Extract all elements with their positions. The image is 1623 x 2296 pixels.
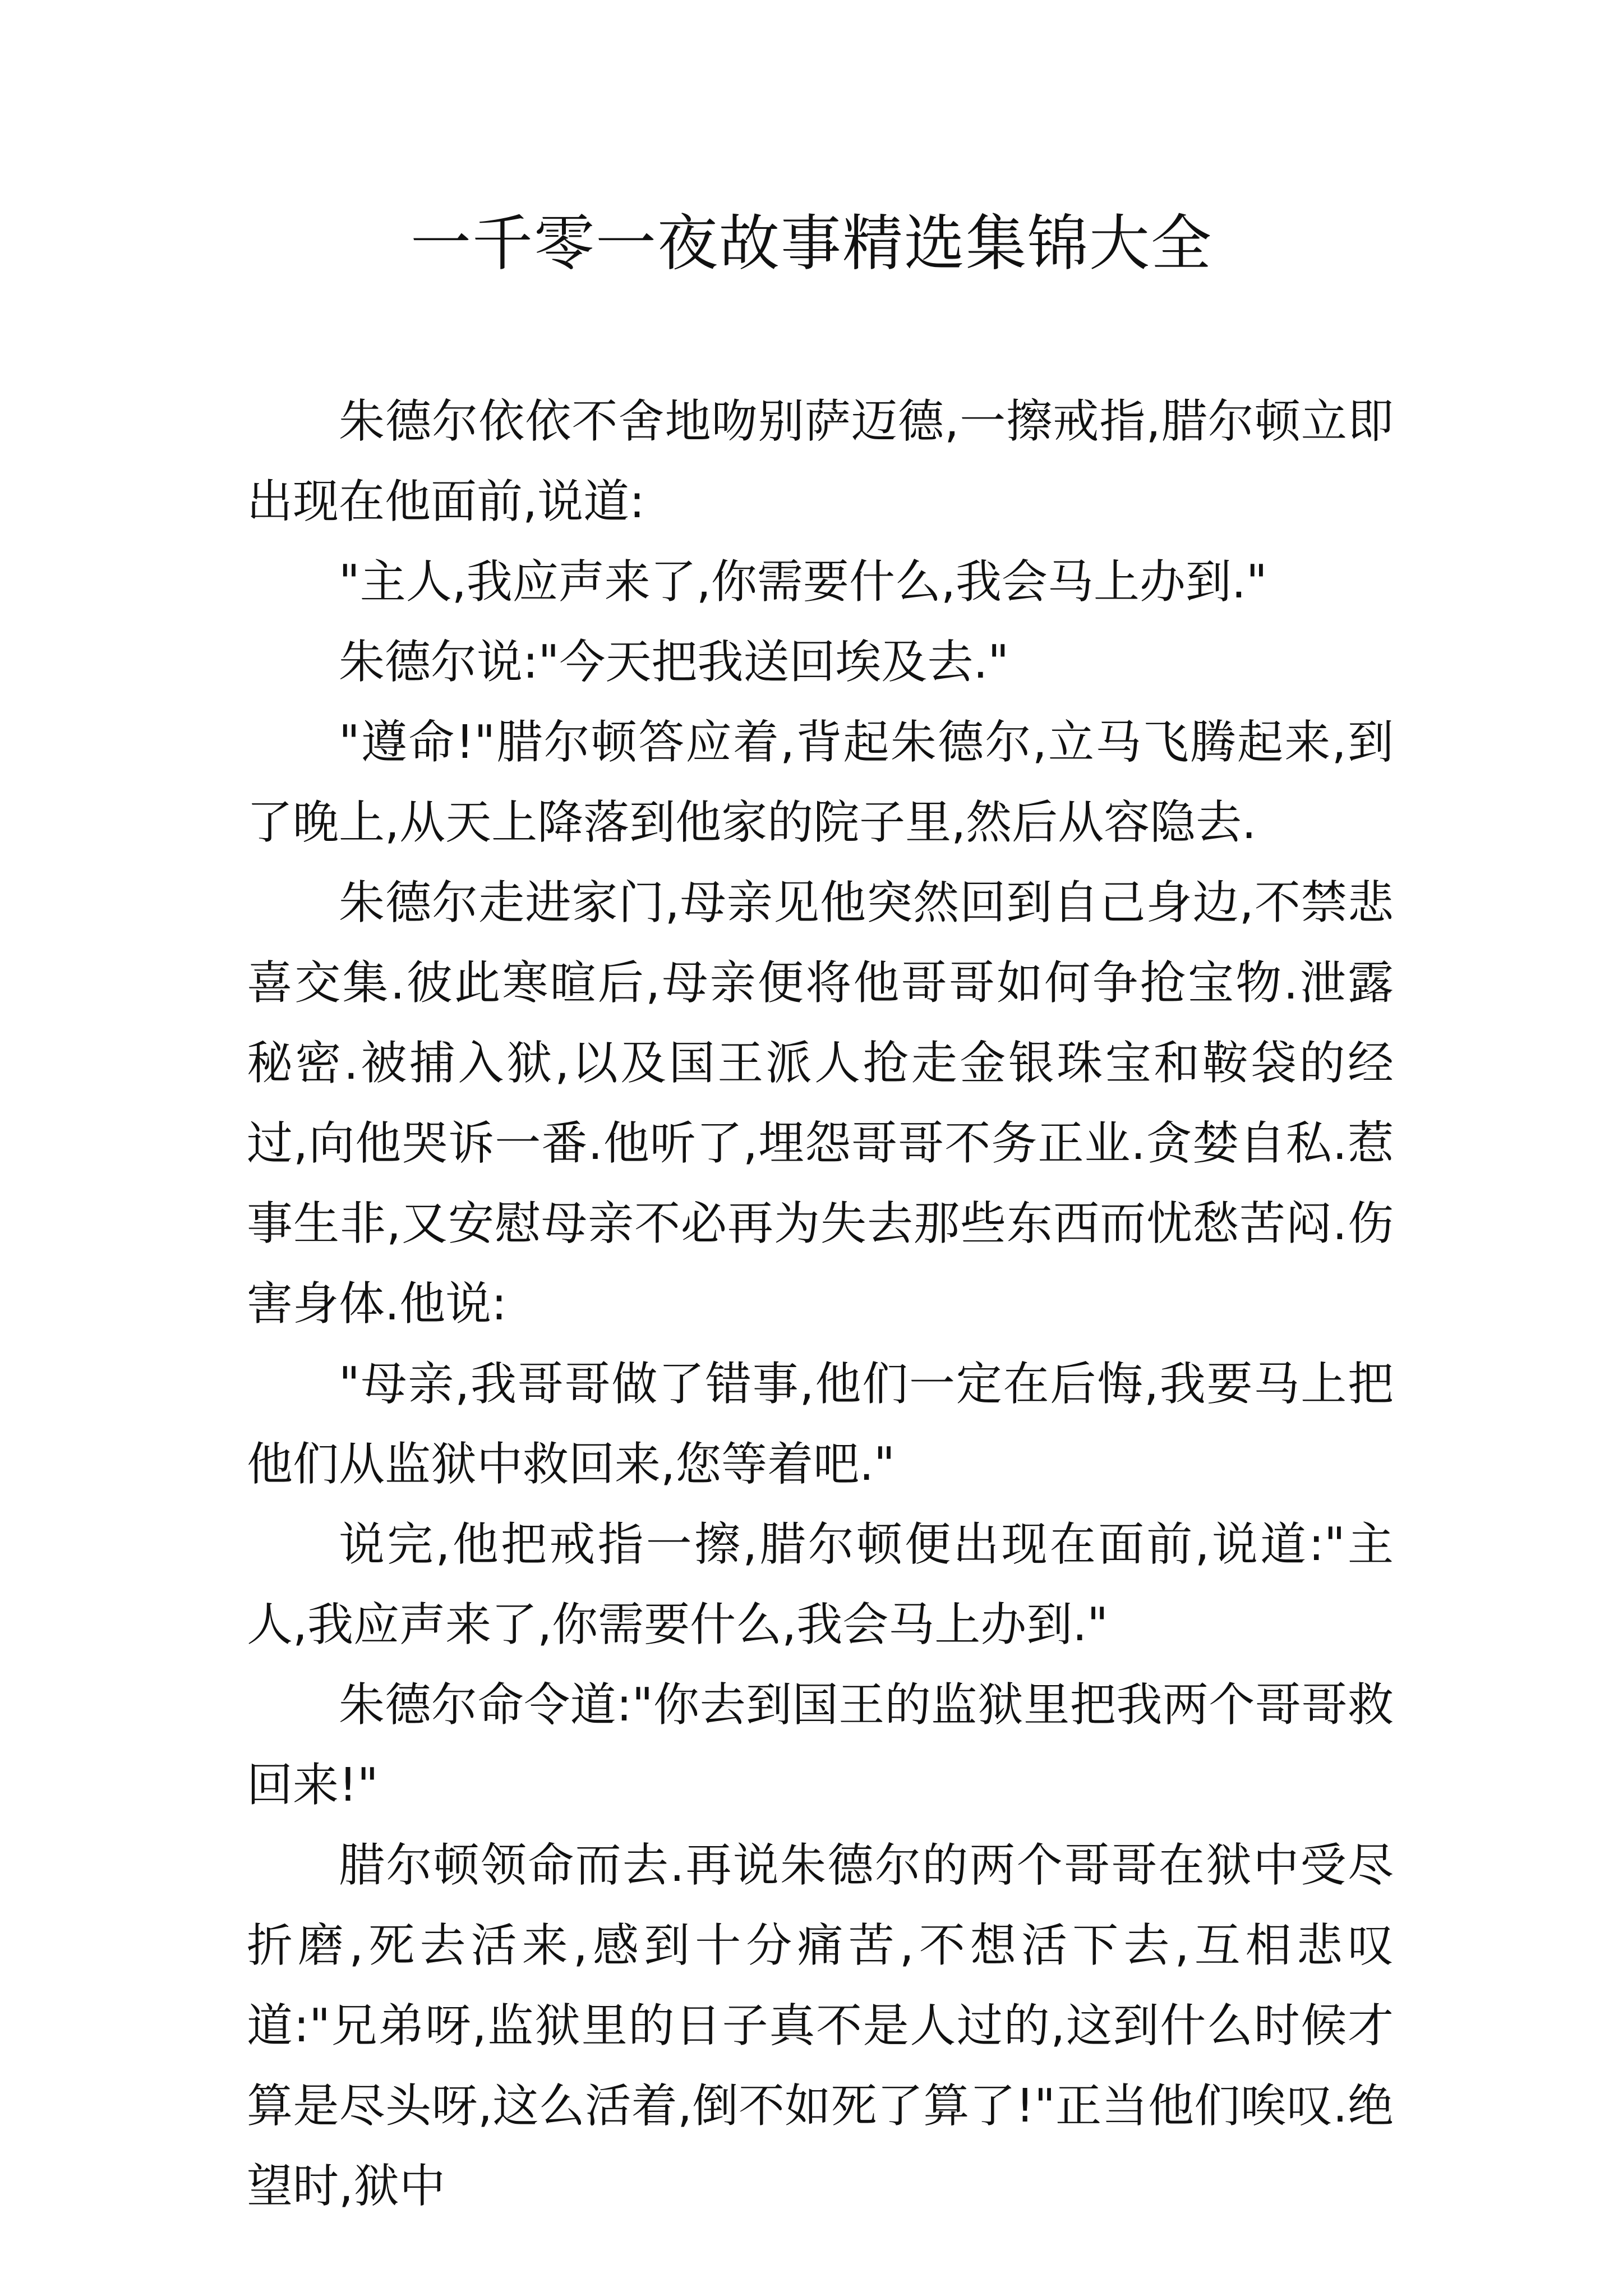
paragraph: 朱德尔依依不舍地吻别萨迈德,一擦戒指,腊尔顿立即出现在他面前,说道: xyxy=(247,395,1394,528)
paragraph: 朱德尔命令道:"你去到国王的监狱里把我两个哥哥救回来!" xyxy=(247,1678,1394,1812)
document-title: 一千零一夜故事精选集锦大全 xyxy=(410,209,1212,279)
document-body xyxy=(247,381,1394,2226)
paragraph: "母亲,我哥哥做了错事,他们一定在后悔,我要马上把他们从监狱中救回来,您等着吧." xyxy=(247,1358,1394,1491)
paragraph: 朱德尔走进家门,母亲见他突然回到自己身边,不禁悲喜交集.彼此寒暄后,母亲便将他哥哥如何争抢宝物.泄露秘密.被捕入狱,以及国王派人抢走金银珠宝和鞍袋的经过,向他哭诉一番.他听了,埋怨哥哥不务正业.贪婪自私.惹事生非,又安慰母亲不必再为失去那些东西而忧愁苦闷.伤害身体.他说: xyxy=(247,876,1394,1331)
paragraph: 朱德尔说:"今天把我送回埃及去." xyxy=(339,636,1009,689)
paragraph: 说完,他把戒指一擦,腊尔顿便出现在面前,说道:"主人,我应声来了,你需要什么,我会马上办到." xyxy=(247,1518,1394,1651)
paragraph: "遵命!"腊尔顿答应着,背起朱德尔,立马飞腾起来,到了晚上,从天上降落到他家的院子里,然后从容隐去. xyxy=(247,716,1394,849)
paragraph: 腊尔顿领命而去.再说朱德尔的两个哥哥在狱中受尽折磨,死去活来,感到十分痛苦,不想活下去,互相悲叹道:"兄弟呀,监狱里的日子真不是人过的,这到什么时候才算是尽头呀,这么活着,倒不如死了算了!"正当他们唉叹.绝望时,狱中 xyxy=(247,1839,1394,2213)
paragraph: "主人,我应声来了,你需要什么,我会马上办到." xyxy=(339,555,1267,609)
